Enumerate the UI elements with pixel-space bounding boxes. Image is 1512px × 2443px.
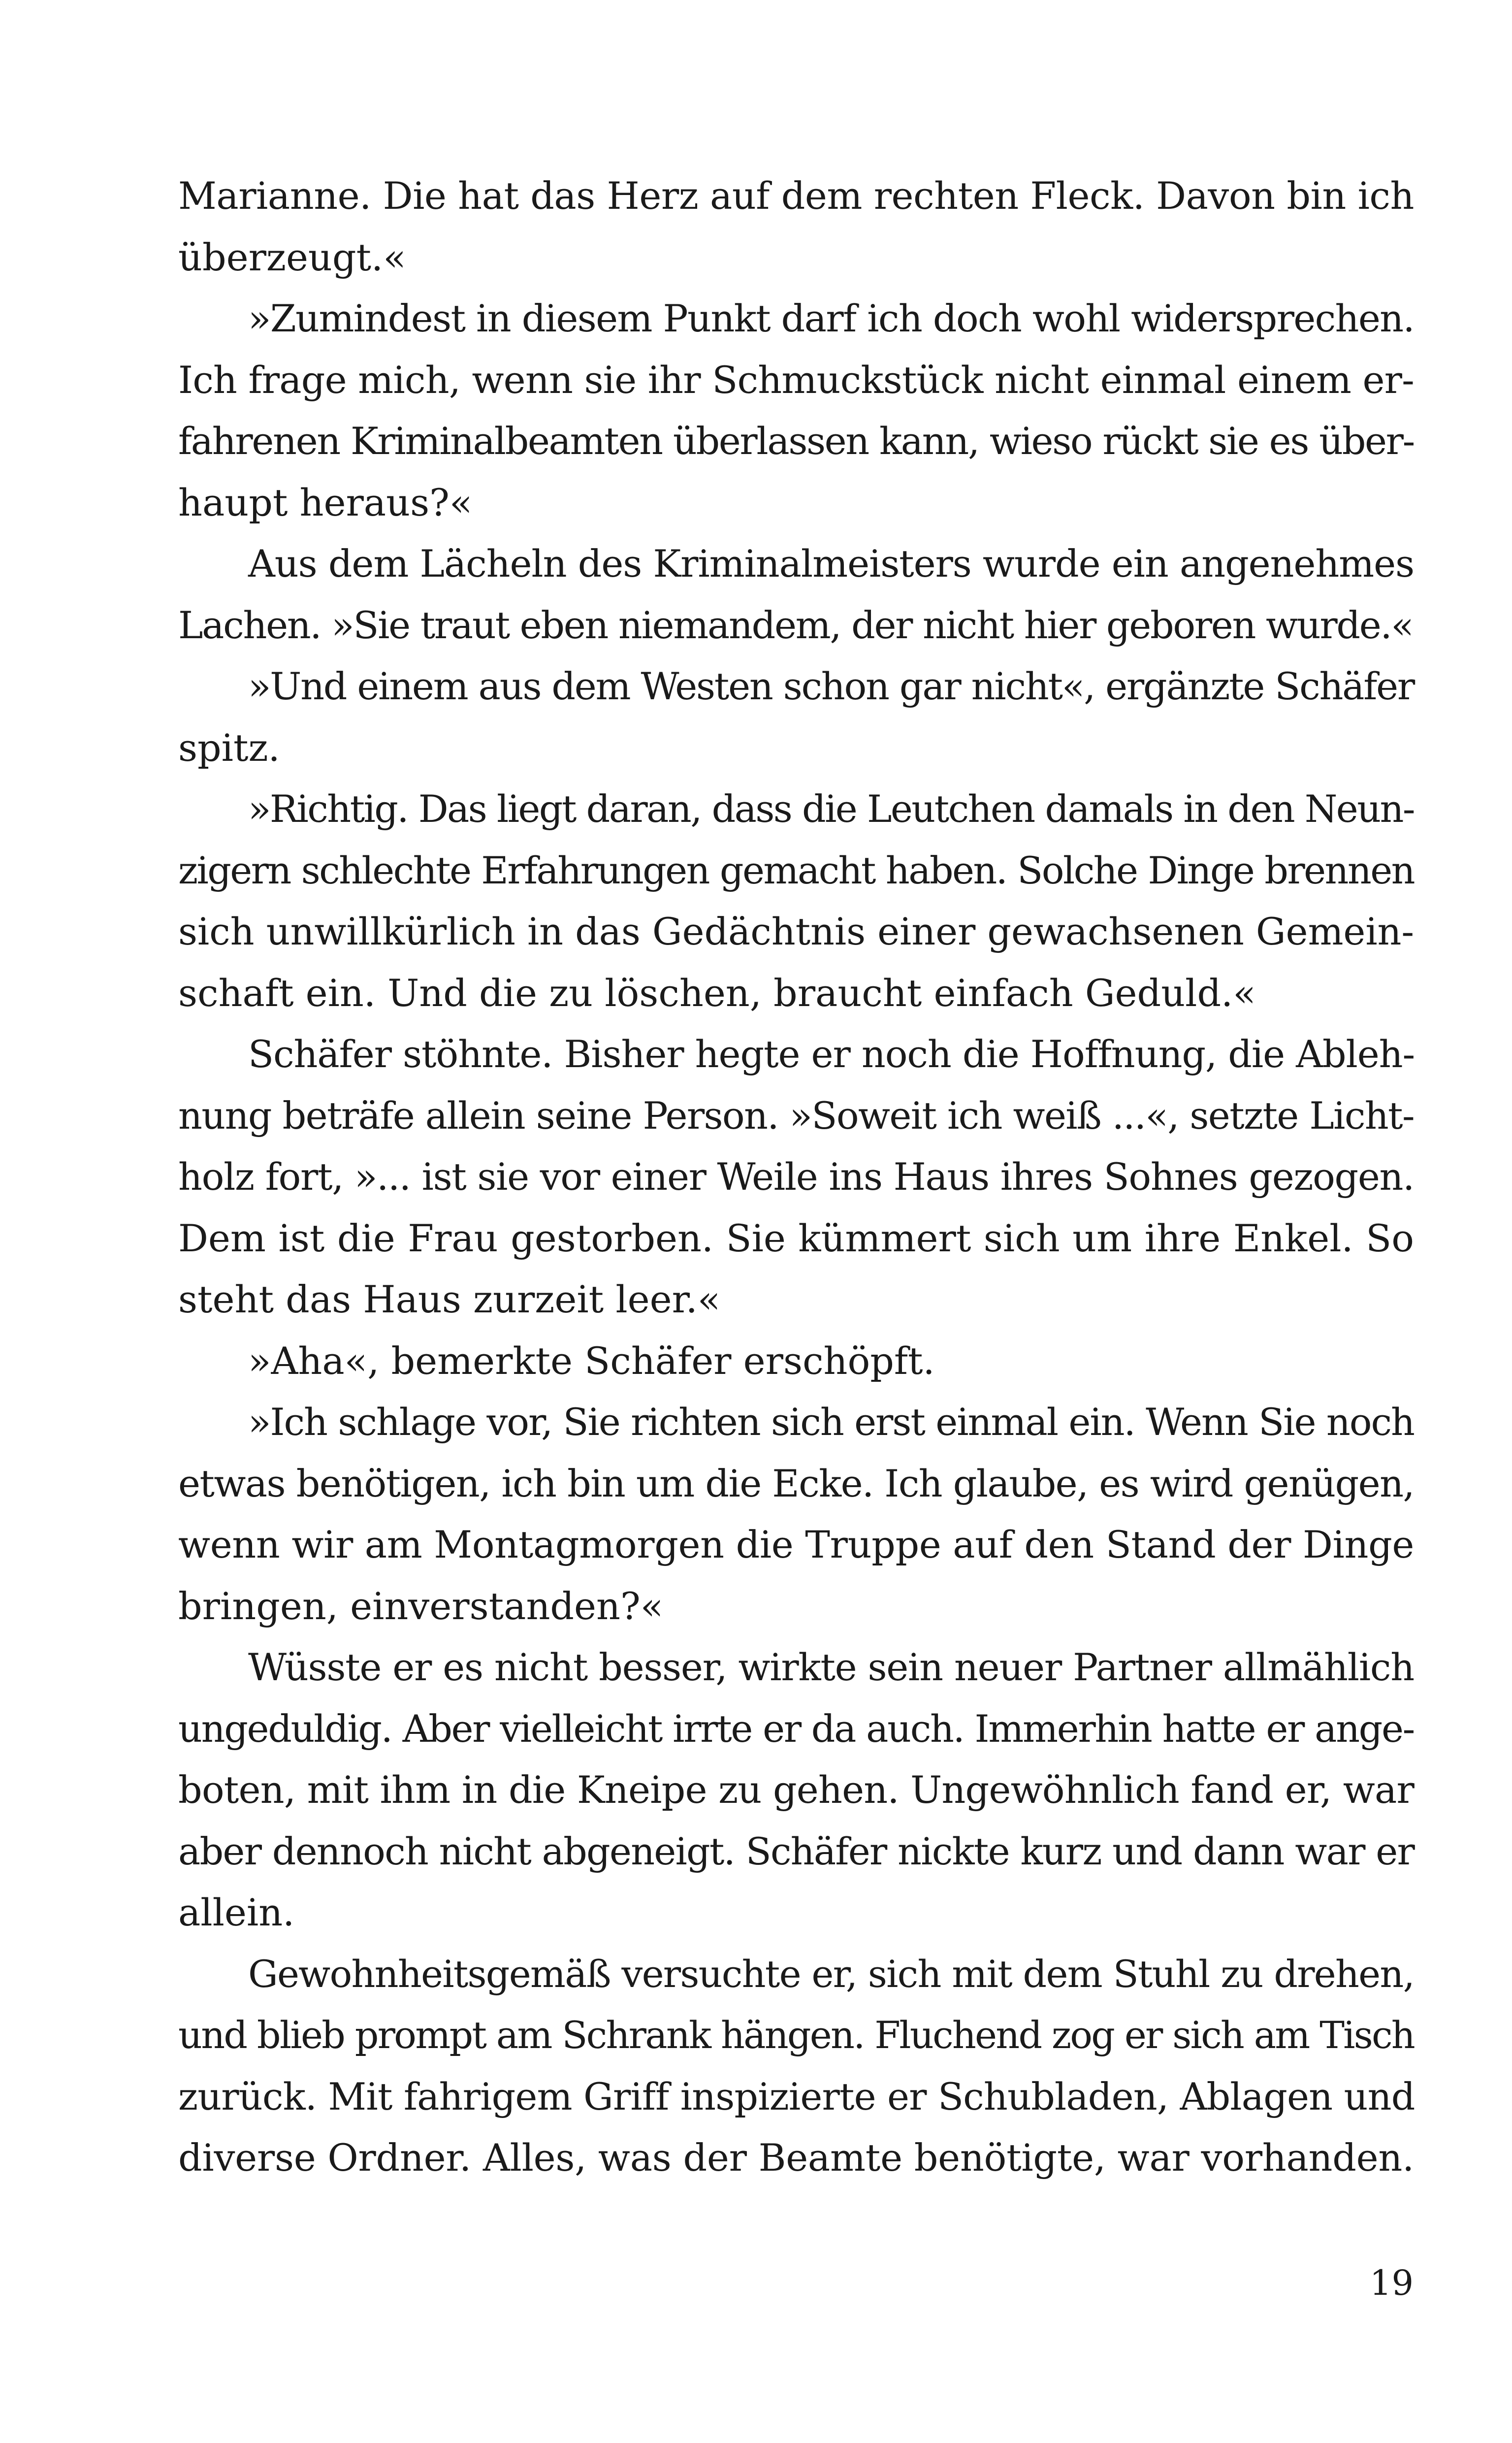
- text-line: zigern schlechte Erfahrungen gemacht haben. Solche Dinge brennen: [178, 848, 1414, 892]
- text-line: spitz.: [178, 725, 280, 770]
- text-line: haupt heraus?«: [178, 480, 473, 524]
- text-line: fahrenen Kriminalbeamten überlassen kann, wieso rückt sie es über-: [178, 419, 1414, 463]
- text-line: boten, mit ihm in die Kneipe zu gehen. Ungewöhnlich fand er, war: [178, 1768, 1414, 1812]
- page-number: 19: [1369, 2263, 1414, 2303]
- text-line: »Ich schlage vor, Sie richten sich erst einmal ein. Wenn Sie noch: [248, 1400, 1414, 1444]
- text-line: Ich frage mich, wenn sie ihr Schmuckstück nicht einmal einem er-: [178, 358, 1414, 402]
- text-line: Lachen. »Sie traut eben niemandem, der nicht hier geboren wurde.«: [178, 603, 1413, 647]
- text-line: aber dennoch nicht abgeneigt. Schäfer nickte kurz und dann war er: [178, 1829, 1414, 1873]
- text-line: bringen, einverstanden?«: [178, 1584, 664, 1628]
- text-line: etwas benötigen, ich bin um die Ecke. Ich glaube, es wird genügen,: [178, 1461, 1414, 1505]
- text-line: »Zumindest in diesem Punkt darf ich doch wohl widersprechen.: [248, 296, 1414, 340]
- body-text: [178, 165, 1414, 2189]
- text-line: überzeugt.«: [178, 235, 406, 279]
- text-line: steht das Haus zurzeit leer.«: [178, 1277, 721, 1321]
- text-line: holz fort, »... ist sie vor einer Weile ins Haus ihres Sohnes gezogen.: [178, 1155, 1414, 1199]
- text-line: und blieb prompt am Schrank hängen. Fluchend zog er sich am Tisch: [178, 2013, 1414, 2057]
- text-line: schaft ein. Und die zu löschen, braucht einfach Geduld.«: [178, 971, 1256, 1015]
- text-line: wenn wir am Montagmorgen die Truppe auf den Stand der Dinge: [178, 1523, 1414, 1566]
- text-line: »Und einem aus dem Westen schon gar nicht«, ergänzte Schäfer: [248, 664, 1414, 708]
- text-line: Aus dem Lächeln des Kriminalmeisters wurde ein angenehmes: [248, 542, 1414, 586]
- text-line: »Richtig. Das liegt daran, dass die Leutchen damals in den Neun-: [248, 787, 1414, 831]
- text-line: sich unwillkürlich in das Gedächtnis einer gewachsenen Gemein-: [178, 910, 1415, 953]
- text-line: Schäfer stöhnte. Bisher hegte er noch die Hoffnung, die Ableh-: [248, 1032, 1415, 1076]
- text-line: ungeduldig. Aber vielleicht irrte er da auch. Immerhin hatte er ange-: [178, 1706, 1414, 1751]
- text-line: »Aha«, bemerkte Schäfer erschöpft.: [248, 1338, 935, 1383]
- text-line: Wüsste er es nicht besser, wirkte sein neuer Partner allmählich: [248, 1645, 1414, 1689]
- text-line: Gewohnheitsgemäß versuchte er, sich mit dem Stuhl zu drehen,: [248, 1952, 1414, 1996]
- text-line: diverse Ordner. Alles, was der Beamte benötigte, war vorhanden.: [178, 2136, 1414, 2180]
- text-line: zurück. Mit fahrigem Griff inspizierte er Schubladen, Ablagen und: [178, 2074, 1415, 2118]
- text-line: Dem ist die Frau gestorben. Sie kümmert sich um ihre Enkel. So: [178, 1216, 1414, 1260]
- text-line: allein.: [178, 1890, 295, 1934]
- text-line: nung beträfe allein seine Person. »Soweit ich weiß ...«, setzte Licht-: [178, 1093, 1414, 1138]
- text-line: Marianne. Die hat das Herz auf dem rechten Fleck. Davon bin ich: [178, 174, 1414, 218]
